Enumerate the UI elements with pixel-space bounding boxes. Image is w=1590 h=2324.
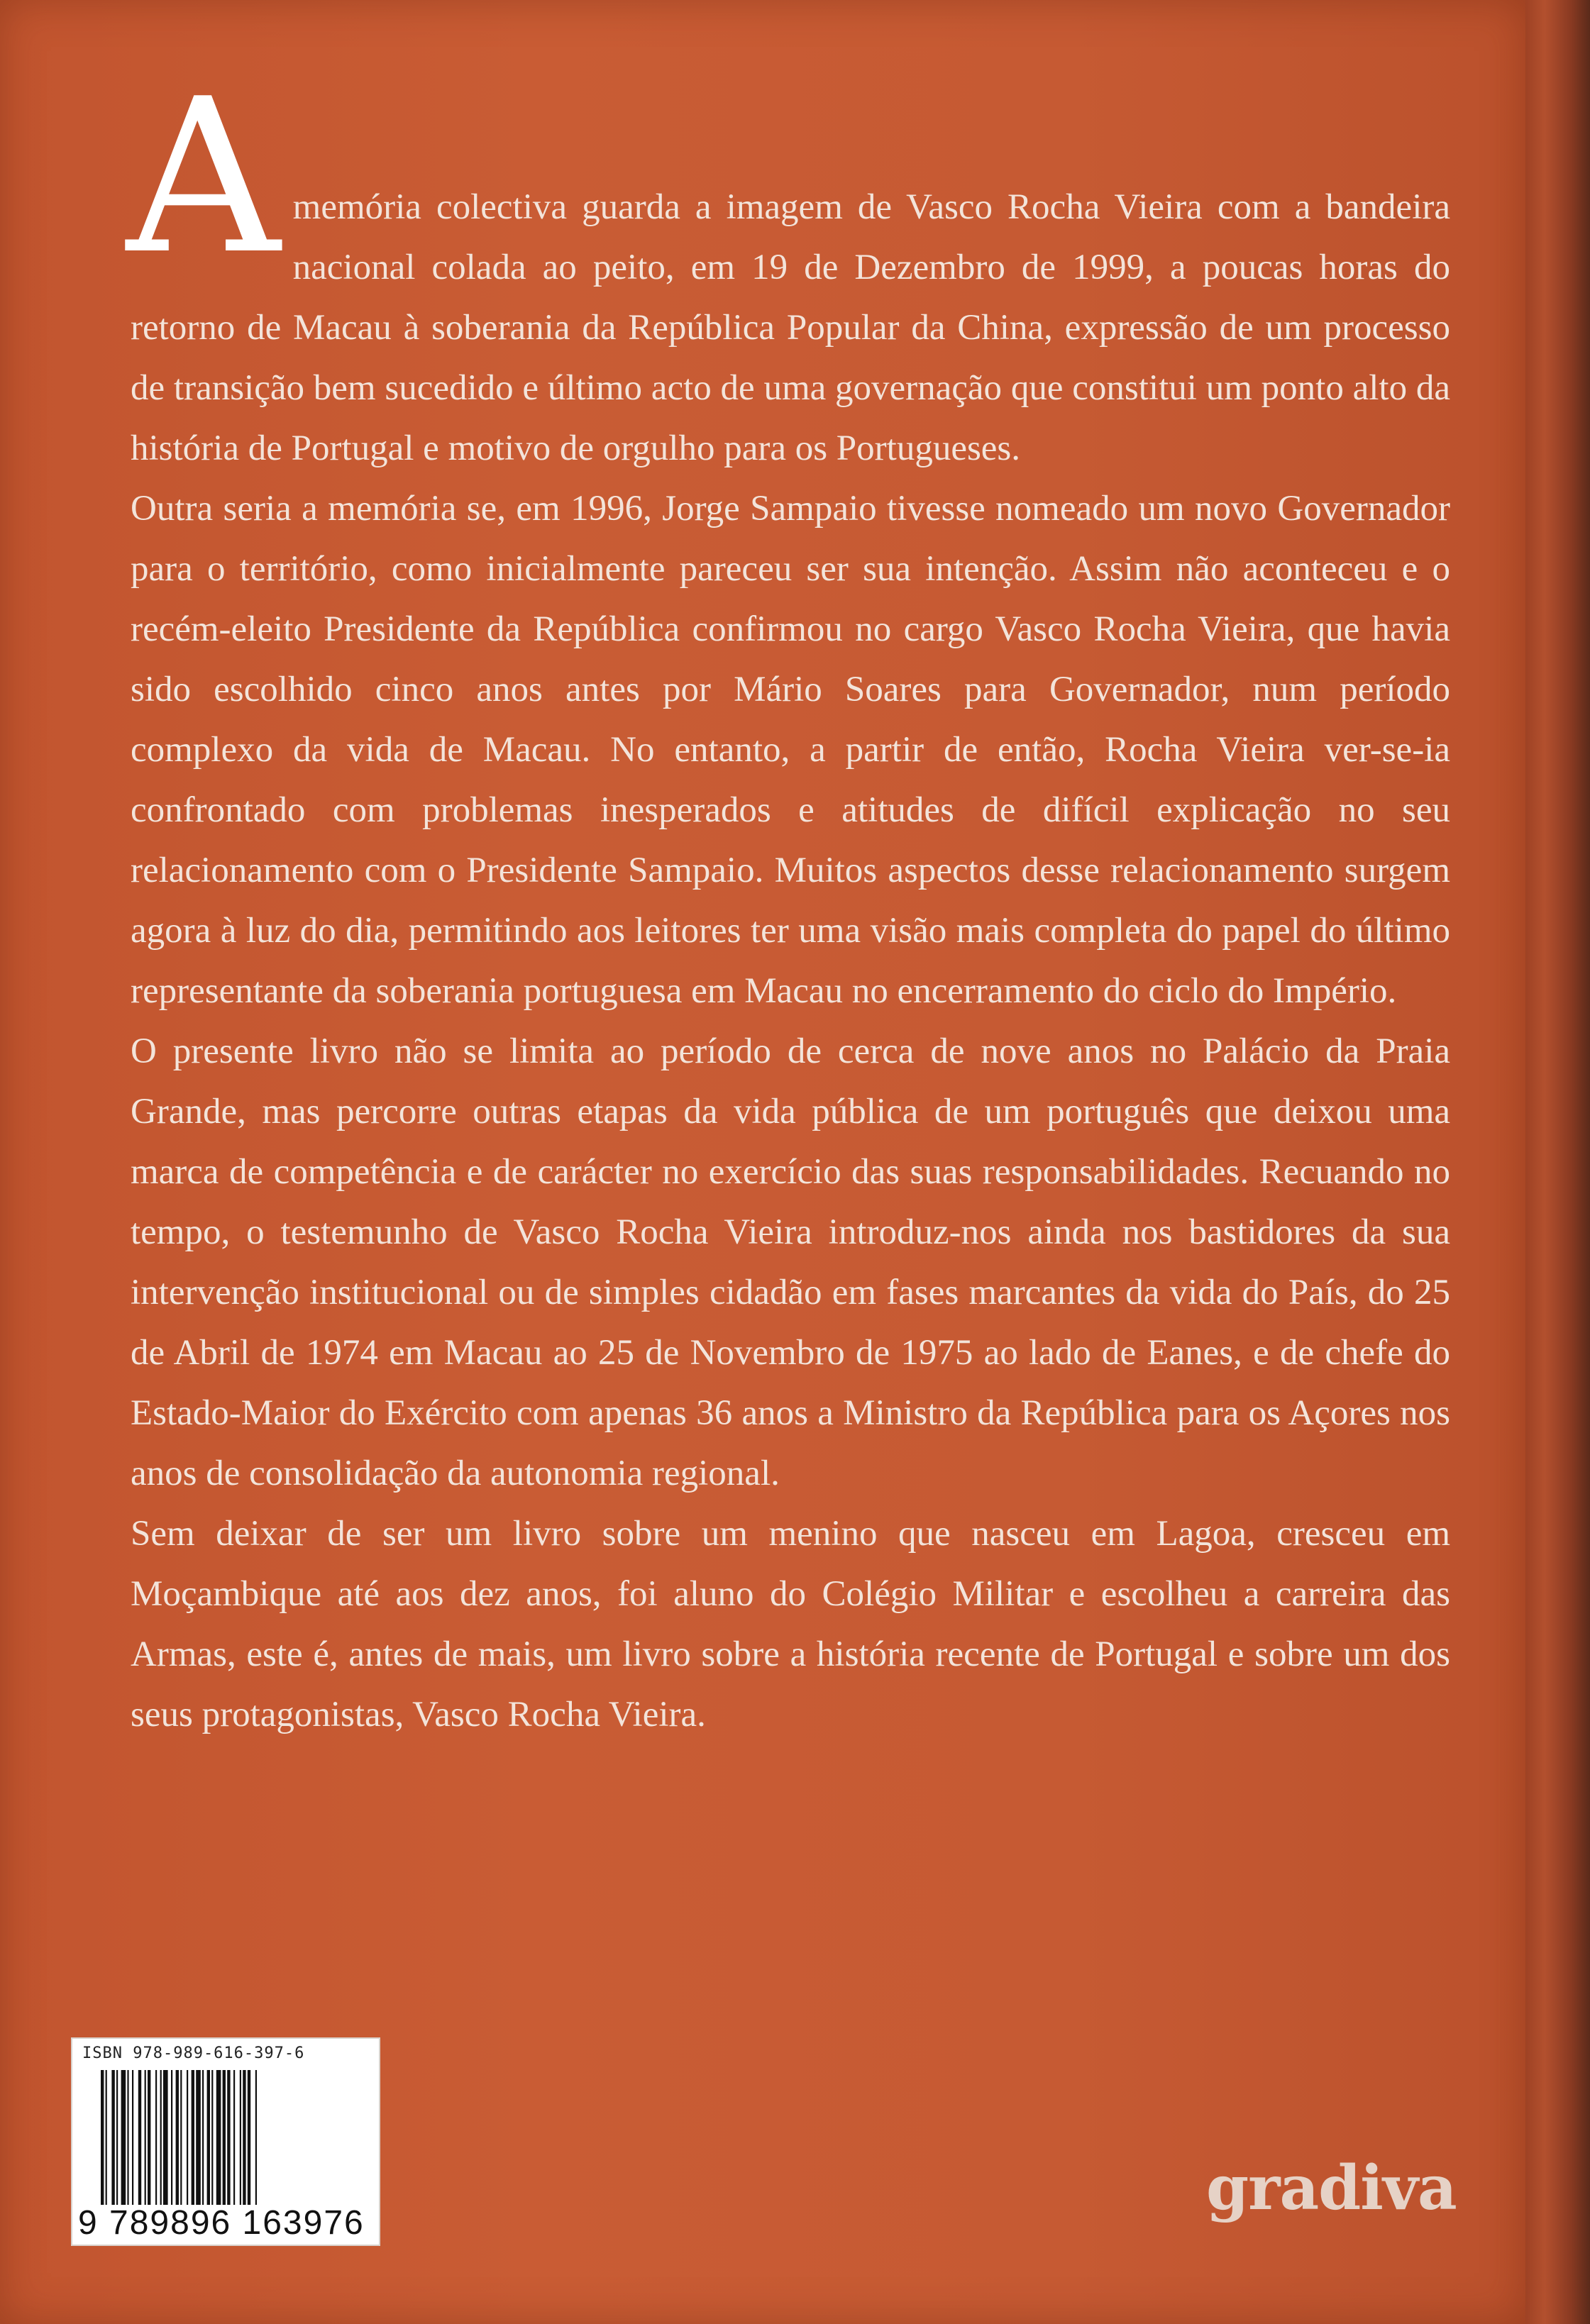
barcode-bar (101, 2070, 104, 2205)
barcode-bar (211, 2070, 213, 2205)
barcode-bar (187, 2070, 188, 2205)
barcode-bar (227, 2070, 230, 2205)
barcode-bar (223, 2070, 226, 2205)
barcode-bar (255, 2070, 257, 2205)
barcode-bar (180, 2070, 182, 2205)
barcode-bar (132, 2070, 133, 2205)
barcode-bar (163, 2070, 168, 2205)
barcode-bar (243, 2070, 245, 2205)
isbn-barcode (71, 2037, 380, 2246)
isbn-label: ISBN 978-989-616-397-6 (82, 2044, 305, 2062)
blurb-paragraph-2: Outra seria a memória se, em 1996, Jorge Sampaio tivesse nomeado um novo Governador para o território, como inicialmente pareceu ser sua intenção. Assim não aconteceu e o recém-eleito Presidente da República confirmou no cargo Vasco Rocha Vieira, que havia sido escolhido cinco anos antes por Mário Soares para Governador, num período complexo da vida de Macau. No entanto, a partir de então, Rocha Vieira ver-se-ia confrontado com problemas inesperados e atitudes de difícil explicação no seu relacionamento com o Presidente Sampaio. Muitos aspectos desse relacionamento surgem agora à luz do dia, permitindo aos leitores ter uma visão mais completa do papel do último representante da soberania portuguesa em Macau no encerramento do ciclo do Império. (131, 489, 1450, 1011)
barcode-bar (155, 2070, 157, 2205)
barcode-bar (192, 2070, 194, 2205)
barcode-bar (160, 2070, 162, 2205)
barcode-bars (101, 2070, 370, 2205)
barcode-bar (176, 2070, 179, 2205)
blurb-paragraph-1-text: memória colectiva guarda a imagem de Vasco Rocha Vieira com a bandeira nacional colada ao peito, em 19 de Dezembro de 1999, a poucas horas do retorno de Macau à soberania da República Popular da China, expressão de um processo de transição bem sucedido e último acto de uma governação que constitui um ponto alto da história de Portugal e motivo de orgulho para os Portugueses. (131, 187, 1450, 468)
book-spine-edge (1525, 0, 1590, 2324)
barcode-bar (148, 2070, 150, 2205)
barcode-bar (145, 2070, 146, 2205)
barcode-bar (196, 2070, 201, 2205)
barcode-bar (207, 2070, 210, 2205)
blurb-paragraph-3: O presente livro não se limita ao período de cerca de nove anos no Palácio da Praia Grande, mas percorre outras etapas da vida pública de um português que deixou uma marca de competência e de carácter no exercício das suas responsabilidades. Recuando no tempo, o testemunho de Vasco Rocha Vieira introduz-nos ainda nos bastidores da sua intervenção institucional ou de simples cidadão em fases marcantes da vida do País, do 25 de Abril de 1974 em Macau ao 25 de Novembro de 1975 ao lado de Eanes, e de chefe do Estado-Maior do Exército com apenas 36 anos a Ministro da República para os Açores nos anos de consolidação da autonomia regional. (131, 1031, 1450, 1493)
barcode-bar (248, 2070, 250, 2205)
barcode-number: 9 789896 163976 (78, 2204, 365, 2242)
publisher-logo: gradiva (1206, 2152, 1457, 2224)
barcode-bar (216, 2070, 221, 2205)
barcode-bar (121, 2070, 126, 2205)
barcode-bar (202, 2070, 204, 2205)
barcode-bar (240, 2070, 241, 2205)
barcode-bar (116, 2070, 118, 2205)
barcode-bar (171, 2070, 172, 2205)
barcode-bar (111, 2070, 114, 2205)
blurb-paragraph-1 (126, 53, 1450, 479)
drop-cap: A (126, 53, 280, 301)
barcode-bar (233, 2070, 235, 2205)
barcode-bar (127, 2070, 128, 2205)
barcode-bar (138, 2070, 141, 2205)
barcode-bar (106, 2070, 107, 2205)
blurb-text (126, 53, 1450, 1745)
blurb-paragraph-4: Sem deixar de ser um livro sobre um menino que nasceu em Lagoa, cresceu em Moçambique até aos dez anos, foi aluno do Colégio Militar e escolheu a carreira das Armas, este é, antes de mais, um livro sobre a história recente de Portugal e sobre um dos seus protagonistas, Vasco Rocha Vieira. (131, 1514, 1450, 1734)
